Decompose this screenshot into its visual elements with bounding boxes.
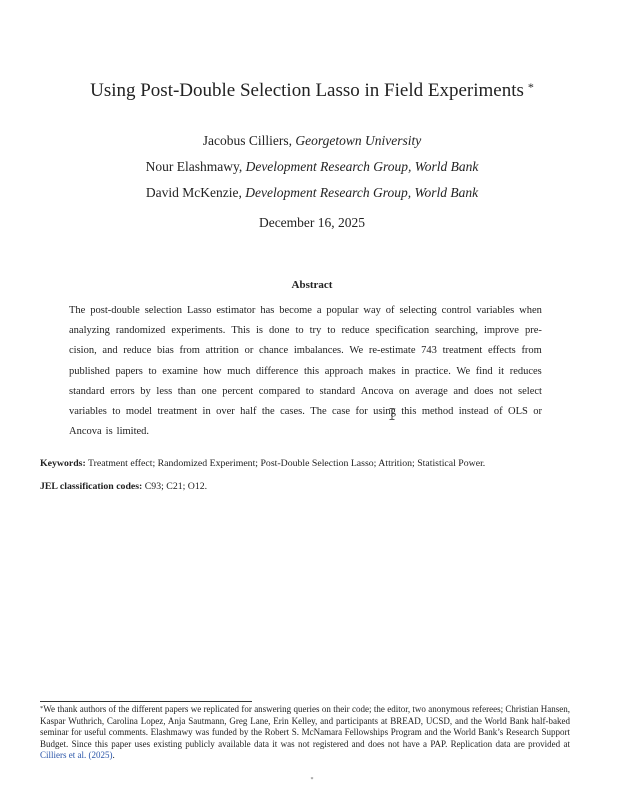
jel-codes [40,480,584,494]
abstract-word: We [349,345,364,357]
abstract-word: select [518,385,542,397]
text-cursor-icon [389,408,395,420]
abstract-word: specification [375,325,430,337]
footnote-end: . [112,750,115,761]
abstract-word: improve [483,325,519,337]
abstract-word: cases. [280,405,305,417]
abstract-word: estimator [216,305,256,316]
abstract-word: imbalances. [293,345,344,357]
abstract-word: less [156,385,173,397]
author-line [40,180,584,206]
abstract-word: of [385,305,395,316]
abstract-word: This [231,325,251,337]
abstract-word: treatment [157,405,198,417]
abstract-word: to [295,325,304,337]
abstract-word: method [421,405,454,417]
abstract-word: limited. [116,426,150,438]
abstract-word: to [327,325,336,337]
abstract-word: half [240,405,257,417]
abstract-word: errors [110,385,135,397]
abstract-word: and [453,385,469,397]
abstract-line [69,422,542,442]
author-line [40,154,584,180]
abstract-word: makes [368,365,396,377]
abstract-line [69,341,542,361]
abstract-word: to [148,365,157,377]
abstract-line [69,362,542,382]
abstract-word: published [69,365,110,377]
abstract-word: the [261,405,275,417]
abstract-word: percent [222,385,254,397]
abstract-word: model [125,405,153,417]
author-list [40,128,584,206]
title-footnote-mark: * [527,80,534,94]
abstract-body [69,301,542,442]
abstract-word: or [533,405,542,417]
abstract-word: to [305,385,314,397]
abstract-word: selection [144,305,183,316]
abstract-word: pre- [524,325,542,337]
abstract-line [69,382,542,402]
author-name: David McKenzie, [145,185,246,200]
author-name: Nour Elashmawy, [145,159,246,174]
author-affiliation: Development Research Group, World Bank [245,185,479,200]
page-number: * [310,777,314,783]
abstract-word: than [177,385,196,397]
keywords-text: Treatment effect; Randomized Experiment; Post-Double Selection Lasso; Attrition; Statistical Power. [85,458,486,469]
abstract-line [69,301,542,321]
abstract-word: effects [487,345,516,357]
abstract-word: post-double [90,305,140,316]
abstract-word: way [363,305,381,316]
abstract-line [69,402,542,422]
abstract-word: reduce [341,325,370,337]
abstract-word: examine [162,365,198,377]
abstract-word: cision, [69,345,97,357]
abstract-word: or [244,345,254,357]
abstract-word: when [519,305,542,316]
author-affiliation: Development Research Group, World Bank [245,159,479,174]
abstract-word: a [316,305,322,316]
abstract-word: not [499,385,513,397]
abstract-word: using [373,405,396,417]
abstract-word: chance [259,345,289,357]
abstract-word: variables [69,405,107,417]
abstract-word: done [269,325,290,337]
author-affiliation: Georgetown University [295,133,422,148]
abstract-word: Ancova [69,426,102,438]
author-line [40,128,584,154]
abstract-word: We [456,365,471,377]
keywords-label: Keywords: [40,458,86,469]
abstract-word: and [102,345,118,357]
abstract-word: on [399,385,410,397]
abstract-word: Lasso [186,305,212,316]
abstract-word: standard [69,385,105,397]
abstract-word: much [227,365,251,377]
abstract-word: does [474,385,494,397]
abstract-word: re-estimate [368,345,416,357]
abstract-word: practice. [414,365,451,377]
abstract-word: Ancova [360,385,394,397]
author-name: Jacobus Cilliers, [202,133,296,148]
abstract-word: in [202,405,211,417]
abstract-word: experiments. [171,325,226,337]
abstract-word: selecting [399,305,437,316]
abstract-word: bias [156,345,174,357]
abstract-word: standard [319,385,356,397]
abstract-line [69,321,542,341]
keywords [40,457,584,471]
abstract-heading: Abstract [291,279,333,291]
abstract-word: become [279,305,312,316]
abstract-word: from [521,345,542,357]
abstract-word: this [401,405,417,417]
footnote-text: We thank authors of the different papers we replicated for answering queries on their code; the editor, two anonymous referees; Christian Hansen, Kaspar Wuthrich, Carolina Lopez, Anja Sautmann, Greg Lane, Erin Kelley, and participants at BREAD, UCSD, and the World Bank half-baked seminar for useful comments. Elashmawy was funded by the Robert S. McNamara Fellowships Program and the World Bank’s Research Support Budget. Since this paper uses existing publicly available data it was not registered and does not have a PAP. Replication data are provided at [40,704,570,749]
paper-title [40,80,584,102]
abstract-word: it [498,365,505,377]
abstract-word: to [112,405,121,417]
abstract-word: how [203,365,222,377]
abstract-word: variables [476,305,515,316]
abstract-word: treatment [442,345,483,357]
abstract-word: one [201,385,217,397]
abstract-word: is [105,426,113,438]
abstract-word: from [179,345,200,357]
abstract-word: reduce [123,345,152,357]
abstract-word: papers [115,365,143,377]
abstract-word: is [256,325,264,337]
abstract-word: in [401,365,410,377]
abstract-word: compared [258,385,301,397]
abstract-word: randomized [115,325,166,337]
jel-label: JEL classification codes: [40,481,143,492]
abstract-word: for [355,405,368,417]
abstract-word: approach [324,365,364,377]
abstract-word: 743 [421,345,437,357]
abstract-word: find [475,365,493,377]
abstract-word: has [260,305,275,316]
abstract-word: by [140,385,151,397]
abstract-word: average [415,385,448,397]
abstract-word: attrition [205,345,239,357]
abstract-word: analyzing [69,325,110,337]
citation-link[interactable]: Cilliers et al. (2025) [40,750,113,761]
jel-text: C93; C21; O12. [142,481,208,492]
footnote-rule [40,701,252,702]
abstract-word: this [303,365,320,377]
abstract-word: instead [458,405,489,417]
abstract-word: of [493,405,503,417]
abstract-word: reduces [509,365,542,377]
abstract-word: try [309,325,322,337]
abstract-word: over [216,405,235,417]
abstract-word: case [332,405,351,417]
title-text: Using Post-Double Selection Lasso in Field Experiments [90,80,524,101]
paper-date: December 16, 2025 [258,215,366,230]
abstract-word: control [441,305,472,316]
abstract-word: The [69,305,86,316]
abstract-word: OLS [508,405,528,417]
footnote [40,704,570,762]
footnote-mark: * [40,705,44,712]
abstract-word: popular [326,305,359,316]
abstract-word: The [310,405,327,417]
abstract-word: searching, [435,325,478,337]
abstract-word: difference [255,365,299,377]
